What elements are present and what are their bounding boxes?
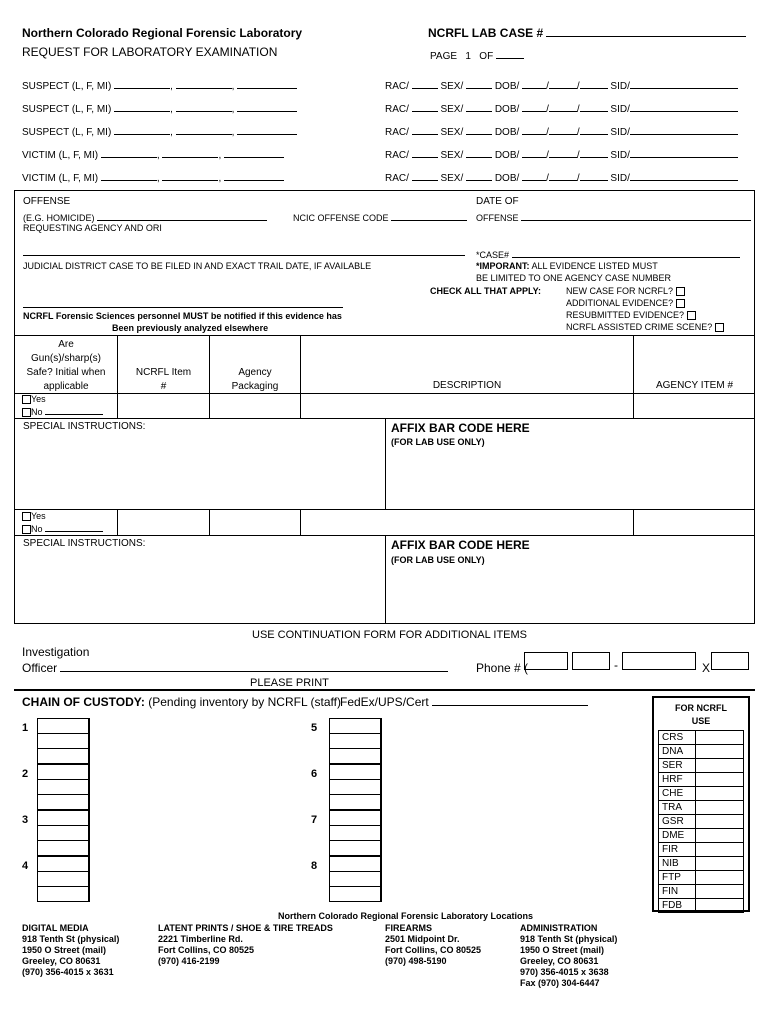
location-line: 1950 O Street (mail) (22, 945, 107, 955)
investigation-label: Investigation (22, 645, 90, 659)
code-check-cell[interactable] (696, 745, 744, 759)
code-check-cell[interactable] (696, 843, 744, 857)
code-check-cell[interactable] (696, 899, 744, 913)
case-number-label: NCRFL LAB CASE # (428, 26, 746, 40)
code-label: GSR (659, 815, 696, 829)
last-name-field[interactable] (114, 78, 170, 89)
important-note-2: BE LIMITED TO ONE AGENCY CASE NUMBER (476, 273, 672, 283)
location-line: ADMINISTRATION (520, 923, 598, 933)
option-checkbox[interactable] (687, 311, 696, 320)
no-checkbox-row2[interactable]: No (22, 523, 103, 534)
dob-year-field[interactable] (580, 124, 608, 135)
code-check-cell[interactable] (696, 829, 744, 843)
sex-field[interactable] (466, 78, 492, 89)
lab-use-2: (FOR LAB USE ONLY) (391, 555, 485, 565)
location-line: 1950 O Street (mail) (520, 945, 605, 955)
no-checkbox-row1[interactable]: No (22, 406, 103, 417)
custody-number: 2 (22, 768, 29, 780)
location-column-3 (385, 923, 481, 967)
sid-field[interactable] (630, 147, 738, 158)
dob-year-field[interactable] (580, 147, 608, 158)
code-label: FIN (659, 885, 696, 899)
check-all-label: CHECK ALL THAT APPLY: (430, 286, 542, 296)
rac-field[interactable] (412, 124, 438, 135)
sex-field[interactable] (466, 101, 492, 112)
yes-checkbox-row2[interactable]: Yes (22, 511, 46, 521)
code-label: FTP (659, 871, 696, 885)
location-line: 2501 Midpoint Dr. (385, 934, 460, 944)
custody-number: 8 (311, 860, 318, 872)
mi-field[interactable] (224, 170, 284, 181)
code-label: DNA (659, 745, 696, 759)
person-details-1: RAC/ SEX/ DOB/ / / SID/ (385, 78, 738, 92)
dob-day-field[interactable] (549, 78, 577, 89)
offense-label: OFFENSE (23, 196, 71, 207)
agency-field[interactable] (23, 255, 465, 256)
first-name-field[interactable] (162, 147, 218, 158)
special-instructions-1: SPECIAL INSTRUCTIONS: (23, 421, 146, 432)
yes-checkbox-row1[interactable]: Yes (22, 394, 46, 404)
code-check-cell[interactable] (696, 857, 744, 871)
person-details-5: RAC/ SEX/ DOB/ / / SID/ (385, 170, 738, 184)
first-name-field[interactable] (162, 170, 218, 181)
continuation-note: USE CONTINUATION FORM FOR ADDITIONAL ITEMS (252, 629, 528, 641)
option-2[interactable]: ADDITIONAL EVIDENCE? (566, 298, 685, 308)
col-item-header: NCRFL Item # (135, 367, 192, 392)
date-offense-label: OFFENSE (476, 210, 751, 223)
offense-field[interactable] (97, 210, 267, 221)
dob-month-field[interactable] (522, 147, 546, 158)
custody-cell-left[interactable] (37, 718, 89, 764)
col-guns-header: Are Gun(s)/sharp(s) Safe? Initial when applicable (26, 339, 106, 392)
last-name-field[interactable] (101, 147, 157, 158)
special-instructions-2: SPECIAL INSTRUCTIONS: (23, 538, 146, 549)
code-check-cell[interactable] (696, 815, 744, 829)
option-1[interactable]: NEW CASE FOR NCRFL? (566, 286, 685, 296)
col-description-header: DESCRIPTION (432, 380, 502, 391)
code-label: SER (659, 759, 696, 773)
code-check-cell[interactable] (696, 801, 744, 815)
dob-day-field[interactable] (549, 101, 577, 112)
fedex-label: FedEx/UPS/Cert (340, 695, 588, 709)
judicial-label: JUDICIAL DISTRICT CASE TO BE FILED IN AND EXACT TRAIL DATE, IF AVAILABLE (23, 261, 372, 271)
form-title: REQUEST FOR LABORATORY EXAMINATION (22, 45, 278, 59)
location-line: Greeley, CO 80631 (22, 956, 101, 966)
option-4[interactable]: NCRFL ASSISTED CRIME SCENE? (566, 322, 724, 332)
phone-prefix-field[interactable] (572, 652, 610, 670)
affix-barcode-1: AFFIX BAR CODE HERE (391, 421, 530, 435)
code-label: FIR (659, 843, 696, 857)
judicial-field[interactable] (23, 307, 343, 308)
code-check-cell[interactable] (696, 759, 744, 773)
dob-month-field[interactable] (522, 78, 546, 89)
custody-cell-right[interactable] (329, 764, 381, 810)
custody-cell-left[interactable] (37, 764, 89, 810)
person-row-4: VICTIM (L, F, MI) , , (22, 147, 284, 161)
code-check-cell[interactable] (696, 773, 744, 787)
sex-field[interactable] (466, 147, 492, 158)
option-checkbox[interactable] (715, 323, 724, 332)
code-check-cell[interactable] (696, 871, 744, 885)
dob-day-field[interactable] (549, 124, 577, 135)
col-agency-item-header: AGENCY ITEM # (655, 380, 734, 391)
dob-day-field[interactable] (549, 170, 577, 181)
code-label: TRA (659, 801, 696, 815)
first-name-field[interactable] (176, 101, 232, 112)
custody-number: 3 (22, 814, 29, 826)
sid-field[interactable] (630, 78, 738, 89)
phone-ext-field[interactable] (711, 652, 749, 670)
location-line: (970) 498-5190 (385, 956, 447, 966)
agency-label: REQUESTING AGENCY AND ORI (23, 223, 162, 233)
location-line: Fort Collins, CO 80525 (158, 945, 255, 955)
custody-number: 7 (311, 814, 318, 826)
location-line: FIREARMS (385, 923, 432, 933)
code-label: FDB (659, 899, 696, 913)
code-label: DME (659, 829, 696, 843)
custody-number: 5 (311, 722, 318, 734)
ncic-label: NCIC OFFENSE CODE (293, 210, 467, 223)
person-details-2: RAC/ SEX/ DOB/ / / SID/ (385, 101, 738, 115)
location-line: Fax (970) 304-6447 (520, 978, 600, 988)
sid-field[interactable] (630, 124, 738, 135)
date-of-label: DATE OF (476, 196, 519, 207)
location-line: (970) 416-2199 (158, 956, 220, 966)
dob-month-field[interactable] (522, 101, 546, 112)
location-line: 970) 356-4015 x 3638 (520, 967, 609, 977)
sex-field[interactable] (466, 124, 492, 135)
lab-use-1: (FOR LAB USE ONLY) (391, 437, 485, 447)
col-packaging-header: Agency Packaging (231, 367, 279, 392)
custody-number: 4 (22, 860, 29, 872)
person-row-2: SUSPECT (L, F, MI) , , (22, 101, 297, 115)
code-check-cell[interactable] (696, 731, 744, 745)
last-name-field[interactable] (101, 170, 157, 181)
custody-cell-right[interactable] (329, 856, 381, 902)
phone-line-field[interactable] (622, 652, 696, 670)
location-line: 2221 Timberline Rd. (158, 934, 243, 944)
code-label: CRS (659, 731, 696, 745)
ext-label: X (702, 661, 711, 675)
custody-cell-right[interactable] (329, 810, 381, 856)
tracking-field[interactable] (432, 695, 588, 706)
dob-year-field[interactable] (580, 101, 608, 112)
custody-cell-left[interactable] (37, 810, 89, 856)
page-indicator: PAGE 1 OF (430, 48, 524, 62)
notify-line-2: Been previously analyzed elsewhere (112, 323, 269, 333)
custody-title: CHAIN OF CUSTODY: (Pending inventory by NCRFL (staff) (22, 695, 341, 709)
first-name-field[interactable] (176, 78, 232, 89)
first-name-field[interactable] (176, 124, 232, 135)
lab-name: Northern Colorado Regional Forensic Laboratory (22, 26, 303, 40)
option-3[interactable]: RESUBMITTED EVIDENCE? (566, 310, 696, 320)
agency-case-field[interactable] (512, 247, 740, 258)
mi-field[interactable] (224, 147, 284, 158)
custody-cell-right[interactable] (329, 718, 381, 764)
code-label: HRF (659, 773, 696, 787)
phone-area-field[interactable] (524, 652, 568, 670)
officer-field[interactable] (60, 661, 448, 672)
location-line: DIGITAL MEDIA (22, 923, 89, 933)
location-line: (970) 356-4015 x 3631 (22, 967, 114, 977)
ncrfl-use-title: FOR NCRFL USE (675, 703, 727, 726)
case-number-field[interactable] (546, 26, 746, 37)
person-row-1: SUSPECT (L, F, MI) , , (22, 78, 297, 92)
location-line: LATENT PRINTS / SHOE & TIRE TREADS (158, 923, 333, 933)
mi-field[interactable] (237, 78, 297, 89)
location-column-4 (520, 923, 617, 989)
rac-field[interactable] (412, 101, 438, 112)
rac-field[interactable] (412, 78, 438, 89)
sid-field[interactable] (630, 101, 738, 112)
dob-month-field[interactable] (522, 170, 546, 181)
dob-year-field[interactable] (580, 170, 608, 181)
page-total-field[interactable] (496, 48, 524, 59)
person-row-3: SUSPECT (L, F, MI) , , (22, 124, 297, 138)
person-details-3: RAC/ SEX/ DOB/ / / SID/ (385, 124, 738, 138)
ncic-field[interactable] (391, 210, 467, 221)
code-label: NIB (659, 857, 696, 871)
location-column-1 (22, 923, 119, 978)
offense-eg-label: (E.G. HOMICIDE) (23, 210, 267, 223)
custody-number: 6 (311, 768, 318, 780)
rac-field[interactable] (412, 147, 438, 158)
code-check-cell[interactable] (696, 787, 744, 801)
sid-field[interactable] (630, 170, 738, 181)
case-num-label: *CASE# (476, 247, 740, 260)
location-line: 918 Tenth St (physical) (520, 934, 618, 944)
option-checkbox[interactable] (676, 287, 685, 296)
person-details-4: RAC/ SEX/ DOB/ / / SID/ (385, 147, 738, 161)
custody-number: 1 (22, 722, 29, 734)
code-label: CHE (659, 787, 696, 801)
phone-label: Phone # ( (476, 661, 529, 675)
rac-field[interactable] (412, 170, 438, 181)
locations-title: Northern Colorado Regional Forensic Laboratory Locations (278, 911, 534, 921)
person-row-5: VICTIM (L, F, MI) , , (22, 170, 284, 184)
last-name-field[interactable] (114, 124, 170, 135)
affix-barcode-2: AFFIX BAR CODE HERE (391, 538, 530, 552)
option-checkbox[interactable] (676, 299, 685, 308)
dob-month-field[interactable] (522, 124, 546, 135)
important-note: *IMPORANT: ALL EVIDENCE LISTED MUST (476, 261, 658, 271)
last-name-field[interactable] (114, 101, 170, 112)
dob-day-field[interactable] (549, 147, 577, 158)
date-offense-field[interactable] (521, 210, 751, 221)
custody-cell-left[interactable] (37, 856, 89, 902)
code-check-cell[interactable] (696, 885, 744, 899)
notify-line-1: NCRFL Forensic Sciences personnel MUST be notified if this evidence has (23, 311, 342, 321)
location-line: Greeley, CO 80631 (520, 956, 599, 966)
location-line: Fort Collins, CO 80525 (385, 945, 482, 955)
location-column-2 (158, 923, 333, 967)
mi-field[interactable] (237, 124, 297, 135)
dob-year-field[interactable] (580, 78, 608, 89)
location-line: 918 Tenth St (physical) (22, 934, 120, 944)
please-print: PLEASE PRINT (250, 677, 329, 689)
sex-field[interactable] (466, 170, 492, 181)
mi-field[interactable] (237, 101, 297, 112)
officer-label: Officer (22, 661, 448, 675)
